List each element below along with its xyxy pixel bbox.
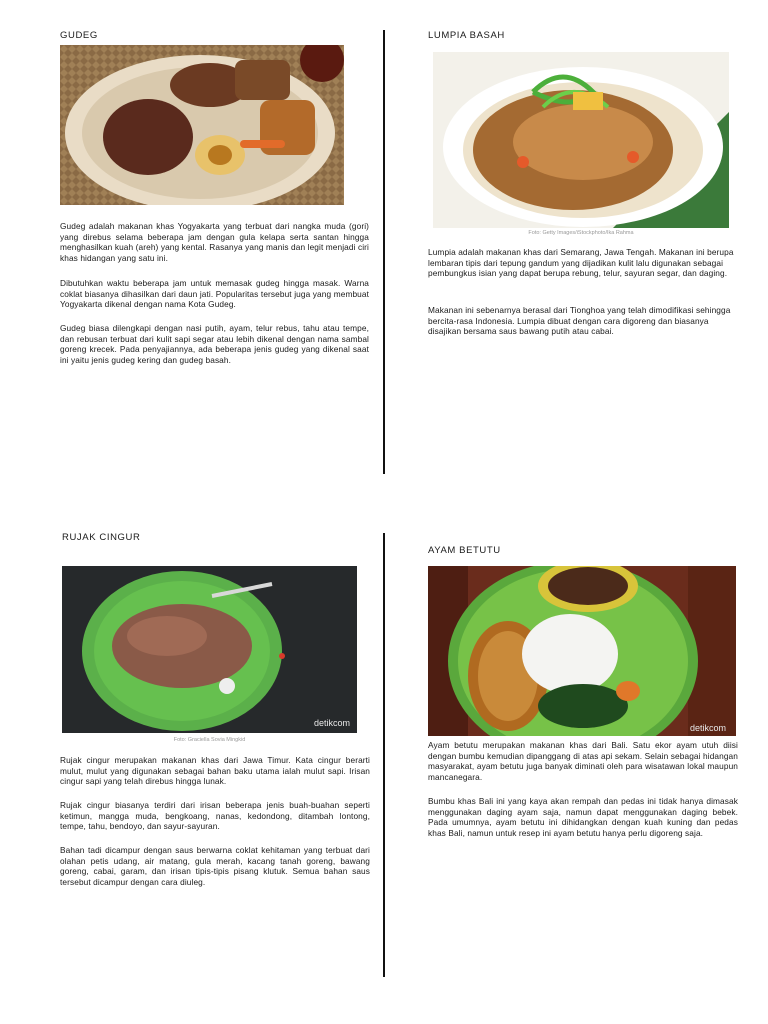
gudeg-paragraph-2: Dibutuhkan waktu beberapa jam untuk memasak gudeg hingga masak. Warna coklat biasanya dihasilkan dari daun jati. Popularitas tersebut juga yang membuat Yogyakarta dikenal dengan nama Kota Gudeg. — [60, 278, 369, 309]
section-title: RUJAK CINGUR — [62, 532, 141, 543]
detikcom-watermark: detikcom — [690, 723, 727, 733]
rujak-cingur-paragraph-2: Rujak cingur biasanya terdiri dari irisan beberapa jenis buah-buahan seperti ketimun, mangga muda, bengkoang, nanas, kedondong, ditambah lontong, tempe, tahu, bendoyo, dan sayur-sayuran. — [60, 800, 370, 831]
detikcom-watermark: detikcom — [314, 718, 351, 728]
section-title: GUDEG — [60, 30, 98, 41]
lumpia-paragraph-1: Lumpia adalah makanan khas dari Semarang, Jawa Tengah. Makanan ini berupa lembaran tipis dari tepung gandum yang dijadikan kulit lalu digunakan sebagai pembungkus isian yang dapat berupa rebung, telur, sayuran segar, dan daging. — [428, 247, 734, 278]
gudeg-photo — [60, 45, 344, 205]
column-divider-bottom — [383, 533, 385, 977]
column-divider-top — [383, 30, 385, 474]
ayam-betutu-paragraph-2: Bumbu khas Bali ini yang kaya akan rempah dan pedas ini tidak hanya dimasak menggunakan daging ayam saja, namun dapat menggunakan daging bebek. Pada umumnya, ayam betutu ini dihidangkan dengan kuah kuning dan pedas khas Bali, namun untuk resep ini ayam betutu hanya perlu digoreng saja. — [428, 796, 738, 838]
rujak-cingur-photo — [62, 566, 357, 733]
gudeg-paragraph-3: Gudeg biasa dilengkapi dengan nasi putih, ayam, telur rebus, tahu atau tempe, dan rebusan terbuat dari kulit sapi segar atau lebih dikenal dengan nama sambal goreng krecek. Pada penyajiannya, ada beberapa jenis gudeg yang dikenal saat ini yaitu jenis gudeg kering dan gudeg basah. — [60, 323, 369, 365]
lumpia-photo-caption: Foto: Getty Images/iStockphoto/Ika Rahma — [528, 230, 634, 236]
rujak-cingur-paragraph-3: Bahan tadi dicampur dengan saus berwarna coklat kehitaman yang terbuat dari olahan petis udang, air matang, gula merah, kacang tanah goreng, bawang goreng, cabai, garam, dan irisan tipis-tipis pisang klutuk. Semua bahan saus tersebut dicampur dengan cara diuleg. — [60, 845, 370, 887]
rujak-cingur-photo-caption: Foto: Graciella Sovia Mingkid — [173, 737, 246, 743]
lumpia-photo — [433, 52, 729, 228]
lumpia-paragraph-2: Makanan ini sebenarnya berasal dari Tionghoa yang telah dimodifikasi sehingga bercita-rasa Indonesia. Lumpia dibuat dengan cara digoreng dan biasanya disajikan bersama saus bawang putih atau cabai. — [428, 305, 731, 336]
section-title: LUMPIA BASAH — [428, 30, 505, 41]
gudeg-paragraph-1: Gudeg adalah makanan khas Yogyakarta yang terbuat dari nangka muda (gori) yang direbus selama beberapa jam dengan gula kelapa serta santan hingga menghasilkan kuah (areh) yang kental. Rasanya yang manis dan legit menjadi ciri khas hidangan yang satu ini. — [60, 221, 369, 263]
ayam-betutu-paragraph-1: Ayam betutu merupakan makanan khas dari Bali. Satu ekor ayam utuh diisi dengan bumbu kemudian dipanggang di atas api sekam. Selain sebagai hidangan masyarakat, ayam betutu juga banyak diminati oleh para wisatawan lokal maupun mancanegara. — [428, 740, 738, 782]
section-title: AYAM BETUTU — [428, 545, 501, 556]
rujak-cingur-paragraph-1: Rujak cingur merupakan makanan khas dari Jawa Timur. Kata cingur berarti mulut, mulut yang digunakan sebagai bahan baku utama ialah mulut sapi. Irisan cingur sapi yang telah direbus hingga lunak. — [60, 755, 370, 786]
ayam-betutu-photo — [428, 566, 736, 736]
